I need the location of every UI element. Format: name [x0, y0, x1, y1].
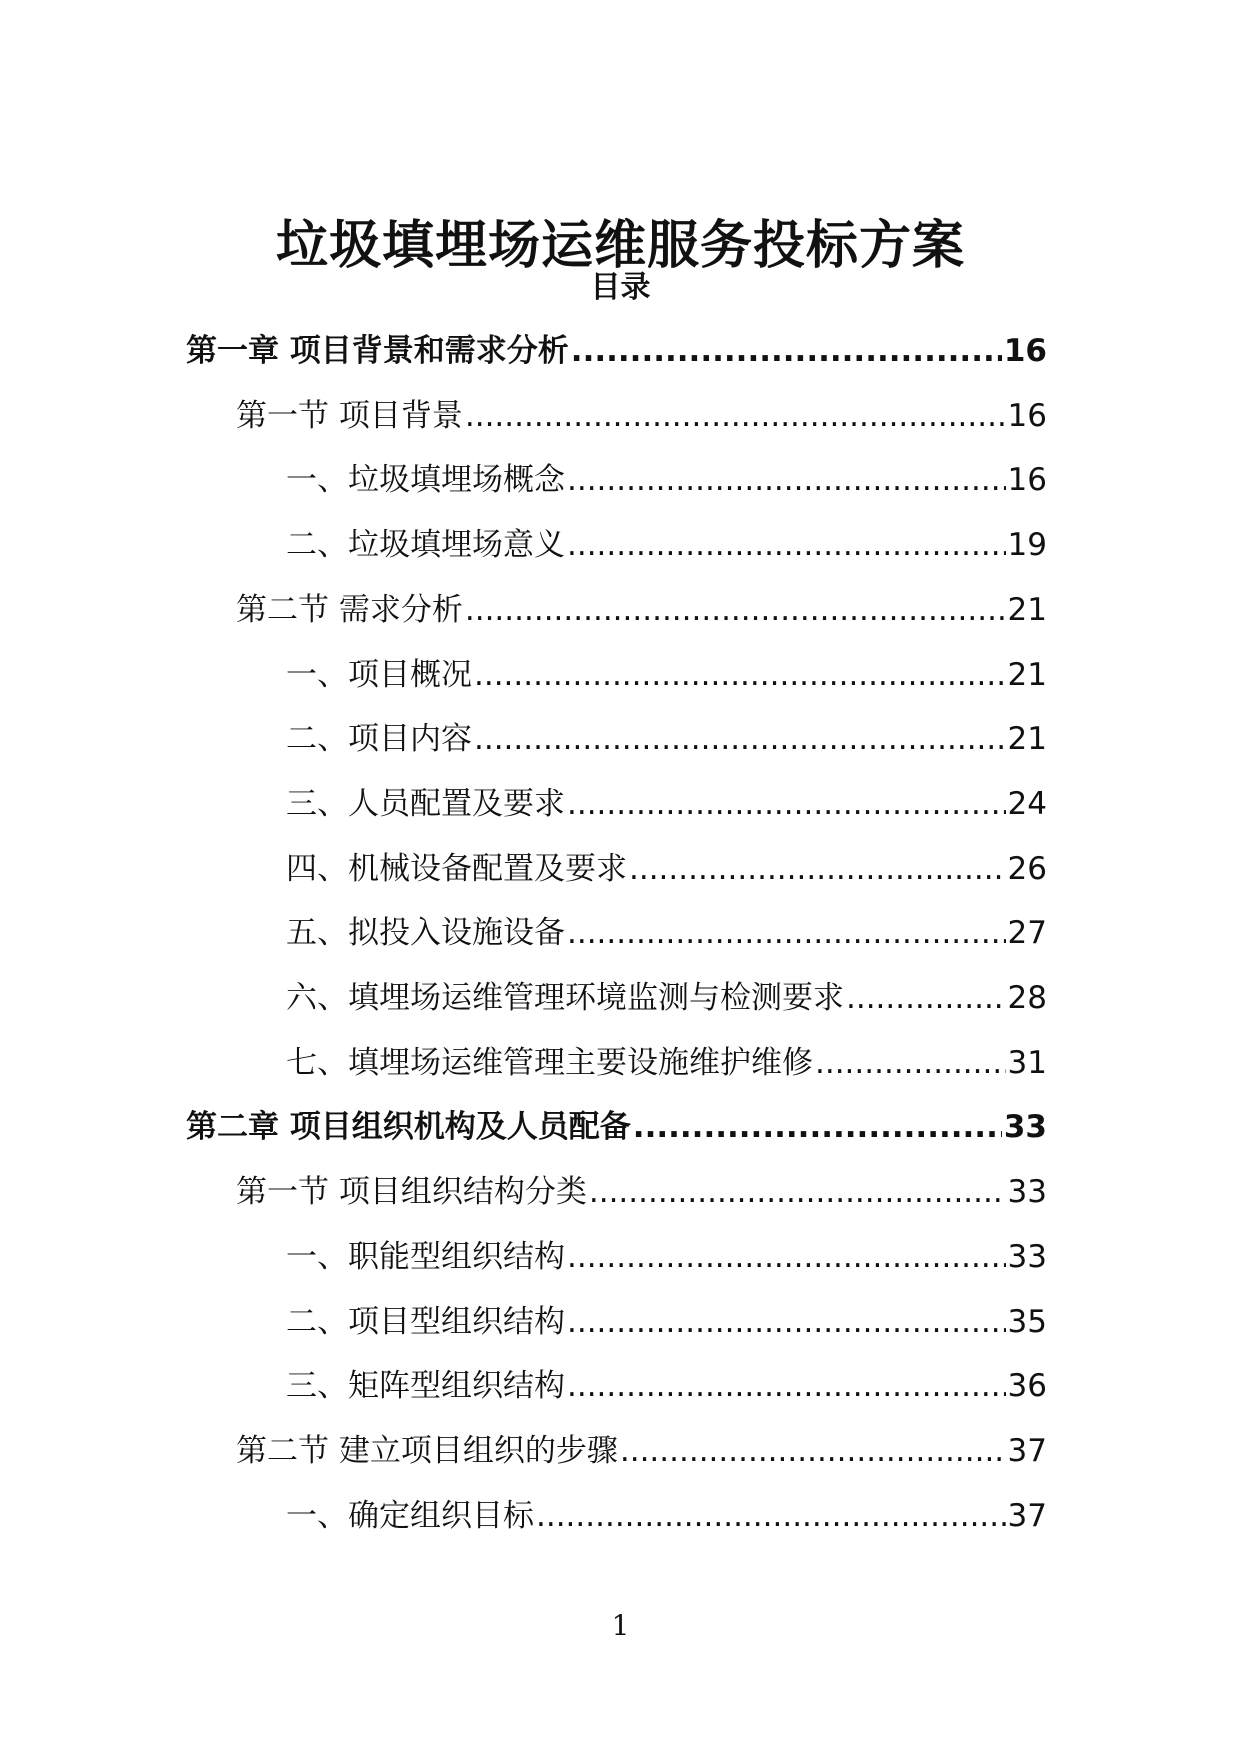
document-title: 垃圾填埋场运维服务投标方案	[275, 215, 965, 276]
toc-entry-section[interactable]	[236, 1428, 1047, 1474]
toc-leader-dots	[567, 910, 1006, 956]
toc-leader-dots	[589, 1169, 1006, 1215]
toc-entry-section[interactable]	[236, 1169, 1047, 1215]
toc-entry-page: 19	[1007, 527, 1047, 564]
toc-entry-page: 36	[1007, 1368, 1047, 1405]
toc-leader-dots	[620, 1428, 1006, 1474]
toc-entry-page: 21	[1007, 721, 1047, 758]
toc-entry-subsection[interactable]	[286, 975, 1047, 1021]
toc-entry-text: 一、项目概况	[286, 656, 472, 693]
toc-entry-subsection[interactable]	[286, 716, 1047, 762]
toc-leader-dots	[633, 1104, 1002, 1150]
page-number: 1	[611, 1609, 630, 1642]
toc-entry-page: 27	[1007, 915, 1047, 952]
toc-entry-text: 二、项目内容	[286, 721, 472, 758]
toc-entry-text: 三、人员配置及要求	[286, 785, 565, 822]
toc-leader-dots	[567, 1363, 1006, 1409]
toc-entry-chapter[interactable]	[186, 328, 1047, 374]
toc-entry-page: 16	[1003, 333, 1047, 369]
toc-entry-chapter[interactable]	[186, 1104, 1047, 1150]
toc-entry-text: 第二节 需求分析	[236, 591, 463, 628]
toc-entry-page: 35	[1007, 1303, 1047, 1340]
toc-entry-text: 一、职能型组织结构	[286, 1238, 565, 1275]
toc-entry-text: 七、填埋场运维管理主要设施维护维修	[286, 1044, 813, 1081]
toc-entry-subsection[interactable]	[286, 1299, 1047, 1345]
toc-leader-dots	[567, 1299, 1006, 1345]
toc-leader-dots	[629, 846, 1006, 892]
toc-entry-section[interactable]	[236, 587, 1047, 633]
toc-leader-dots	[536, 1493, 1006, 1539]
toc-entry-page: 37	[1007, 1432, 1047, 1469]
toc-entry-page: 31	[1007, 1044, 1047, 1081]
toc-entry-text: 六、填埋场运维管理环境监测与检测要求	[286, 980, 844, 1016]
toc-entry-text: 二、项目型组织结构	[286, 1303, 565, 1340]
toc-entry-page: 21	[1007, 656, 1047, 693]
toc-entry-page: 26	[1007, 850, 1047, 887]
toc-leader-dots	[567, 457, 1006, 503]
toc-entry-page: 24	[1007, 785, 1047, 822]
toc-entry-text: 一、确定组织目标	[286, 1497, 534, 1534]
toc-leader-dots	[474, 716, 1006, 762]
toc-entry-text: 五、拟投入设施设备	[286, 915, 565, 952]
toc-entry-page: 16	[1007, 397, 1047, 434]
toc-entry-page: 33	[1003, 1109, 1047, 1146]
toc-leader-dots	[474, 652, 1006, 698]
toc-entry-text: 第一节 项目背景	[236, 397, 463, 434]
toc-entry-subsection[interactable]	[286, 652, 1047, 698]
toc-leader-dots	[571, 328, 1002, 374]
toc-entry-subsection[interactable]	[286, 910, 1047, 956]
toc-entry-text: 二、垃圾填埋场意义	[286, 527, 565, 564]
toc-entry-subsection[interactable]	[286, 1493, 1047, 1539]
toc-leader-dots	[465, 587, 1006, 633]
toc-entry-text: 第二节 建立项目组织的步骤	[236, 1432, 618, 1469]
toc-leader-dots	[567, 1234, 1006, 1280]
toc-leader-dots	[567, 781, 1006, 827]
toc-entry-subsection[interactable]	[286, 1234, 1047, 1280]
toc-leader-dots	[815, 1040, 1006, 1086]
toc-entry-section[interactable]	[236, 393, 1047, 439]
toc-entry-text: 第一节 项目组织结构分类	[236, 1174, 587, 1211]
toc-leader-dots	[567, 522, 1006, 568]
toc-entry-text: 三、矩阵型组织结构	[286, 1368, 565, 1405]
toc-entry-text: 第二章 项目组织机构及人员配备	[186, 1109, 631, 1146]
toc-entry-text: 四、机械设备配置及要求	[286, 850, 627, 887]
toc-entry-page: 16	[1007, 462, 1047, 499]
toc-entry-subsection[interactable]	[286, 1040, 1047, 1086]
toc-entry-text: 一、垃圾填埋场概念	[286, 462, 565, 499]
toc-entry-page: 21	[1007, 591, 1047, 628]
toc-entry-subsection[interactable]	[286, 522, 1047, 568]
toc-entry-page: 28	[1007, 980, 1047, 1016]
toc-entry-page: 37	[1007, 1497, 1047, 1534]
toc-leader-dots	[846, 975, 1006, 1021]
toc-heading: 目录	[590, 270, 651, 305]
toc-leader-dots	[465, 393, 1006, 439]
toc-entry-subsection[interactable]	[286, 457, 1047, 503]
toc-entry-text: 第一章 项目背景和需求分析	[186, 333, 569, 369]
toc-entry-page: 33	[1007, 1174, 1047, 1211]
toc-entry-page: 33	[1007, 1238, 1047, 1275]
toc-entry-subsection[interactable]	[286, 781, 1047, 827]
toc-entry-subsection[interactable]	[286, 846, 1047, 892]
toc-entry-subsection[interactable]	[286, 1363, 1047, 1409]
